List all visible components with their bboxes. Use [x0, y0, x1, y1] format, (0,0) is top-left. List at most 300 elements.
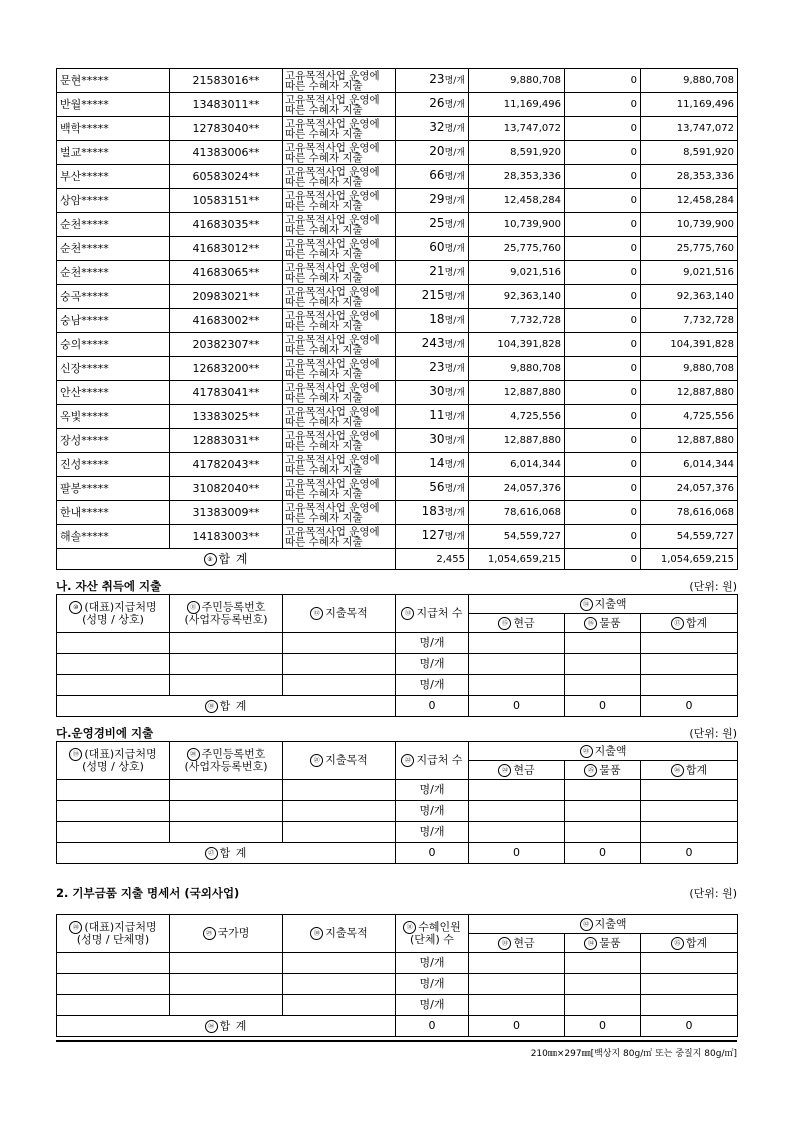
recipient-count — [396, 381, 469, 405]
count-unit: 명/개 — [444, 76, 465, 86]
count-unit: 명/개 — [444, 268, 465, 278]
cash-amount: 12,458,284 — [469, 189, 565, 213]
count-unit: 명/개 — [444, 340, 465, 350]
form-page — [56, 68, 737, 1059]
table-row — [57, 285, 738, 309]
expense-purpose: 고유목적사업 운영에 따른 수혜자 지출 — [283, 285, 396, 309]
recipient-name: 장성***** — [57, 429, 170, 453]
recipient-name: 상암***** — [57, 189, 170, 213]
header-purpose-label: 지출목적 — [325, 606, 368, 620]
table-row — [57, 309, 738, 333]
recipient-count — [396, 189, 469, 213]
goods-amount: 0 — [565, 453, 641, 477]
table-row — [57, 93, 738, 117]
unit-cell: 명/개 — [396, 780, 469, 801]
sum-count: 0 — [396, 1016, 469, 1037]
registration-number: 20382307** — [170, 333, 283, 357]
circled-number: ⑭ — [580, 598, 593, 611]
total-amount: 25,775,760 — [641, 237, 738, 261]
goods-amount: 0 — [565, 309, 641, 333]
count-unit: 명/개 — [444, 124, 465, 134]
unit-cell: 명/개 — [396, 633, 469, 654]
sum-count: 2,455 — [396, 549, 469, 570]
header-cash-label: 현금 — [513, 763, 535, 776]
total-amount: 7,732,728 — [641, 309, 738, 333]
recipient-count — [396, 69, 469, 93]
total-amount: 6,014,344 — [641, 453, 738, 477]
recipient-count — [396, 309, 469, 333]
circled-number: ⑬ — [401, 607, 414, 620]
table-row — [57, 117, 738, 141]
recipient-name: 부산***** — [57, 165, 170, 189]
total-amount: 11,169,496 — [641, 93, 738, 117]
registration-number: 41683002** — [170, 309, 283, 333]
cash-amount: 9,880,708 — [469, 69, 565, 93]
registration-number: 41383006** — [170, 141, 283, 165]
registration-number: 12783040** — [170, 117, 283, 141]
cash-amount: 12,887,880 — [469, 429, 565, 453]
circled-number: ⑱ — [205, 700, 218, 713]
unit-cell: 명/개 — [396, 675, 469, 696]
recipient-count — [396, 453, 469, 477]
header-count-sub: (단체) 수 — [410, 933, 454, 946]
header-count-label: 지급처 수 — [416, 753, 463, 767]
cash-amount: 12,887,880 — [469, 381, 565, 405]
sum-row — [57, 843, 738, 864]
circled-number: ⑫ — [310, 607, 323, 620]
sum-label-cell — [57, 696, 396, 717]
sum-row — [57, 696, 738, 717]
header-cash-label: 현금 — [513, 936, 535, 949]
total-amount: 78,616,068 — [641, 501, 738, 525]
header-cash-label: 현금 — [513, 616, 535, 629]
table-row — [57, 69, 738, 93]
header-reg-sub: (사업자등록번호) — [184, 613, 268, 626]
circled-number: ⑲ — [69, 748, 82, 761]
total-amount: 92,363,140 — [641, 285, 738, 309]
goods-amount: 0 — [565, 141, 641, 165]
registration-number: 41782043** — [170, 453, 283, 477]
empty-row — [57, 633, 738, 654]
recipient-count — [396, 333, 469, 357]
header-cash — [469, 761, 565, 780]
count-unit: 명/개 — [444, 172, 465, 182]
recipient-name: 진성***** — [57, 453, 170, 477]
expense-purpose: 고유목적사업 운영에 따른 수혜자 지출 — [283, 93, 396, 117]
goods-amount: 0 — [565, 405, 641, 429]
sum-label: 합 계 — [219, 846, 248, 859]
recipient-name: 안산***** — [57, 381, 170, 405]
table-row — [57, 261, 738, 285]
unit-cell: 명/개 — [396, 801, 469, 822]
count-unit: 명/개 — [444, 316, 465, 326]
total-amount: 9,880,708 — [641, 69, 738, 93]
sum-label: 합 계 — [218, 551, 249, 566]
circled-number: ㉑ — [310, 754, 323, 767]
expense-purpose: 고유목적사업 운영에 따른 수혜자 지출 — [283, 141, 396, 165]
goods-amount: 0 — [565, 213, 641, 237]
count-value: 30 — [429, 384, 445, 398]
header-total — [641, 934, 738, 953]
recipient-name: 숭곡***** — [57, 285, 170, 309]
count-value: 30 — [429, 432, 445, 446]
recipient-count — [396, 405, 469, 429]
circled-number: ㉗ — [205, 847, 218, 860]
count-value: 66 — [429, 168, 445, 182]
expense-purpose: 고유목적사업 운영에 따른 수혜자 지출 — [283, 429, 396, 453]
sum-count: 0 — [396, 696, 469, 717]
circled-number: ㉝ — [498, 937, 511, 950]
sum-total: 0 — [641, 843, 738, 864]
count-unit: 명/개 — [444, 148, 465, 158]
expense-purpose: 고유목적사업 운영에 따른 수혜자 지출 — [283, 237, 396, 261]
header-country — [170, 915, 283, 953]
recipient-count — [396, 357, 469, 381]
circled-number: ⑰ — [671, 617, 684, 630]
header-total-label: 합계 — [685, 936, 708, 949]
recipient-name: 숭의***** — [57, 333, 170, 357]
section-c-header — [56, 717, 737, 741]
unit-cell: 명/개 — [396, 974, 469, 995]
empty-row — [57, 675, 738, 696]
cash-amount: 6,014,344 — [469, 453, 565, 477]
header-name-sub: (성명 / 상호) — [82, 613, 144, 626]
sum-row — [57, 549, 738, 570]
goods-amount: 0 — [565, 285, 641, 309]
header-country-label: 국가명 — [217, 926, 250, 940]
header-goods — [565, 761, 641, 780]
sum-cash: 1,054,659,215 — [469, 549, 565, 570]
section-c-title: 다.운영경비에 지출 — [56, 726, 154, 740]
header-purpose — [283, 915, 396, 953]
header-name-sub: (성명 / 단체명) — [76, 933, 150, 946]
header-purpose — [283, 742, 396, 780]
recipient-count — [396, 261, 469, 285]
count-value: 23 — [429, 72, 445, 86]
circled-number: ㉓ — [580, 745, 593, 758]
circled-number: ㉞ — [584, 937, 597, 950]
registration-number: 31082040** — [170, 477, 283, 501]
cash-amount: 25,775,760 — [469, 237, 565, 261]
table-row — [57, 525, 738, 549]
goods-amount: 0 — [565, 381, 641, 405]
circled-number: ㊱ — [205, 1020, 218, 1033]
count-value: 56 — [429, 480, 445, 494]
total-amount: 13,747,072 — [641, 117, 738, 141]
recipient-count — [396, 285, 469, 309]
goods-amount: 0 — [565, 261, 641, 285]
table-row — [57, 141, 738, 165]
recipient-name: 팔봉***** — [57, 477, 170, 501]
cash-amount: 8,591,920 — [469, 141, 565, 165]
total-amount: 24,057,376 — [641, 477, 738, 501]
goods-amount: 0 — [565, 357, 641, 381]
header-goods-label: 물품 — [599, 936, 621, 949]
empty-row — [57, 953, 738, 974]
sum-cash: 0 — [469, 1016, 565, 1037]
registration-number: 10583151** — [170, 189, 283, 213]
paper-spec-footer: 210㎜×297㎜[백상지 80g/㎡ 또는 중질지 80g/㎡] — [530, 1049, 737, 1059]
goods-amount: 0 — [565, 189, 641, 213]
header-reg-label: 주민등록번호 — [201, 600, 266, 614]
table-row — [57, 381, 738, 405]
cash-amount: 24,057,376 — [469, 477, 565, 501]
unit-cell: 명/개 — [396, 995, 469, 1016]
header-count — [396, 742, 469, 780]
header-amount-label: 지출액 — [594, 744, 627, 757]
count-unit: 명/개 — [444, 460, 465, 470]
goods-amount: 0 — [565, 117, 641, 141]
header-goods-label: 물품 — [599, 616, 621, 629]
section-b-header — [56, 570, 737, 594]
cash-amount: 13,747,072 — [469, 117, 565, 141]
expense-purpose: 고유목적사업 운영에 따른 수혜자 지출 — [283, 501, 396, 525]
header-purpose — [283, 595, 396, 633]
table-row — [57, 237, 738, 261]
header-goods — [565, 934, 641, 953]
sum-goods: 0 — [565, 843, 641, 864]
count-value: 215 — [421, 288, 445, 302]
count-unit: 명/개 — [444, 292, 465, 302]
header-reg-sub: (사업자등록번호) — [184, 760, 268, 773]
count-value: 29 — [429, 192, 445, 206]
total-amount: 12,887,880 — [641, 381, 738, 405]
count-value: 11 — [429, 408, 445, 422]
cash-amount: 92,363,140 — [469, 285, 565, 309]
recipient-count — [396, 501, 469, 525]
count-unit: 명/개 — [444, 484, 465, 494]
header-name-label: (대표)지급처명 — [84, 600, 157, 614]
circled-number: ㉛ — [403, 921, 416, 934]
count-value: 60 — [429, 240, 445, 254]
registration-number: 13483011** — [170, 93, 283, 117]
circled-number: ㉘ — [69, 921, 82, 934]
goods-amount: 0 — [565, 333, 641, 357]
bottom-rule — [56, 1040, 737, 1042]
cash-amount: 104,391,828 — [469, 333, 565, 357]
sum-label-cell — [57, 1016, 396, 1037]
unit-cell: 명/개 — [396, 953, 469, 974]
goods-amount: 0 — [565, 477, 641, 501]
header-count — [396, 595, 469, 633]
registration-number: 41783041** — [170, 381, 283, 405]
header-amount — [469, 742, 738, 761]
registration-number: 41683065** — [170, 261, 283, 285]
section-b-unit: (단위: 원) — [689, 580, 737, 593]
recipient-name: 순천***** — [57, 237, 170, 261]
circled-number: ⑯ — [584, 617, 597, 630]
recipient-name: 한내***** — [57, 501, 170, 525]
cash-amount: 78,616,068 — [469, 501, 565, 525]
header-amount — [469, 595, 738, 614]
expense-purpose: 고유목적사업 운영에 따른 수혜자 지출 — [283, 453, 396, 477]
registration-number: 41683012** — [170, 237, 283, 261]
total-amount: 9,880,708 — [641, 357, 738, 381]
registration-number: 14183003** — [170, 525, 283, 549]
table-row — [57, 453, 738, 477]
expense-purpose: 고유목적사업 운영에 따른 수혜자 지출 — [283, 261, 396, 285]
circled-number: ㉜ — [580, 918, 593, 931]
expense-purpose: 고유목적사업 운영에 따른 수혜자 지출 — [283, 477, 396, 501]
total-amount: 10,739,900 — [641, 213, 738, 237]
registration-number: 60583024** — [170, 165, 283, 189]
count-value: 243 — [421, 336, 445, 350]
total-amount: 8,591,920 — [641, 141, 738, 165]
cash-amount: 7,732,728 — [469, 309, 565, 333]
header-cash — [469, 614, 565, 633]
header-name-label: (대표)지급처명 — [84, 920, 157, 934]
expense-purpose: 고유목적사업 운영에 따른 수혜자 지출 — [283, 357, 396, 381]
circled-number: ⑨ — [204, 553, 217, 566]
empty-row — [57, 654, 738, 675]
section-c-unit: (단위: 원) — [689, 727, 737, 740]
header-goods — [565, 614, 641, 633]
count-unit: 명/개 — [444, 196, 465, 206]
section-b-title: 나. 자산 취득에 지출 — [56, 579, 162, 593]
circled-number: ⑪ — [187, 601, 200, 614]
recipient-count — [396, 477, 469, 501]
count-unit: 명/개 — [444, 244, 465, 254]
circled-number: ⑩ — [69, 601, 82, 614]
section-b-table — [56, 594, 738, 717]
header-total-label: 합계 — [685, 763, 708, 776]
sum-label: 합 계 — [219, 699, 248, 712]
total-amount: 4,725,556 — [641, 405, 738, 429]
header-reg — [170, 742, 283, 780]
total-amount: 9,021,516 — [641, 261, 738, 285]
count-unit: 명/개 — [444, 220, 465, 230]
recipient-name: 해솔***** — [57, 525, 170, 549]
header-reg — [170, 595, 283, 633]
sum-cash: 0 — [469, 696, 565, 717]
recipient-count — [396, 525, 469, 549]
circled-number: ㉟ — [671, 937, 684, 950]
table-row — [57, 429, 738, 453]
recipient-name: 벌교***** — [57, 141, 170, 165]
expense-purpose: 고유목적사업 운영에 따른 수혜자 지출 — [283, 189, 396, 213]
recipient-name: 옥빛***** — [57, 405, 170, 429]
section-d-unit: (단위: 원) — [689, 887, 737, 900]
registration-number: 21583016** — [170, 69, 283, 93]
registration-number: 31383009** — [170, 501, 283, 525]
count-value: 183 — [421, 504, 445, 518]
header-purpose-label: 지출목적 — [325, 926, 368, 940]
total-amount: 28,353,336 — [641, 165, 738, 189]
total-amount: 12,458,284 — [641, 189, 738, 213]
count-value: 18 — [429, 312, 445, 326]
header-name — [57, 742, 170, 780]
goods-amount: 0 — [565, 165, 641, 189]
recipient-name: 백학***** — [57, 117, 170, 141]
cash-amount: 10,739,900 — [469, 213, 565, 237]
expense-purpose: 고유목적사업 운영에 따른 수혜자 지출 — [283, 333, 396, 357]
expense-purpose: 고유목적사업 운영에 따른 수혜자 지출 — [283, 525, 396, 549]
header-name-label: (대표)지급처명 — [84, 747, 157, 761]
expense-purpose: 고유목적사업 운영에 따른 수혜자 지출 — [283, 309, 396, 333]
count-unit: 명/개 — [444, 100, 465, 110]
count-value: 25 — [429, 216, 445, 230]
section-c-table — [56, 741, 738, 864]
count-unit: 명/개 — [444, 532, 465, 542]
goods-amount: 0 — [565, 93, 641, 117]
goods-amount: 0 — [565, 429, 641, 453]
count-value: 32 — [429, 120, 445, 134]
empty-row — [57, 974, 738, 995]
recipient-count — [396, 213, 469, 237]
sum-total: 0 — [641, 696, 738, 717]
header-total-label: 합계 — [685, 616, 708, 629]
sum-row — [57, 1016, 738, 1037]
circled-number: ㉔ — [498, 764, 511, 777]
recipient-count — [396, 237, 469, 261]
count-unit: 명/개 — [444, 508, 465, 518]
sum-total: 0 — [641, 1016, 738, 1037]
count-value: 127 — [421, 528, 445, 542]
circled-number: ㉙ — [203, 927, 216, 940]
table-row — [57, 333, 738, 357]
circled-number: ㉒ — [401, 754, 414, 767]
cash-amount: 9,021,516 — [469, 261, 565, 285]
cash-amount: 9,880,708 — [469, 357, 565, 381]
registration-number: 13383025** — [170, 405, 283, 429]
cash-amount: 4,725,556 — [469, 405, 565, 429]
count-value: 26 — [429, 96, 445, 110]
sum-total: 1,054,659,215 — [641, 549, 738, 570]
circled-number: ⑮ — [498, 617, 511, 630]
unit-cell: 명/개 — [396, 822, 469, 843]
sum-cash: 0 — [469, 843, 565, 864]
expense-purpose: 고유목적사업 운영에 따른 수혜자 지출 — [283, 381, 396, 405]
sum-goods: 0 — [565, 1016, 641, 1037]
count-value: 14 — [429, 456, 445, 470]
expense-purpose: 고유목적사업 운영에 따른 수혜자 지출 — [283, 213, 396, 237]
empty-row — [57, 780, 738, 801]
goods-amount: 0 — [565, 525, 641, 549]
recipient-count — [396, 117, 469, 141]
count-unit: 명/개 — [444, 436, 465, 446]
recipient-name: 순천***** — [57, 213, 170, 237]
empty-row — [57, 822, 738, 843]
section-d-title: 2. 기부금품 지출 명세서 (국외사업) — [56, 886, 240, 900]
empty-row — [57, 801, 738, 822]
recipient-name: 숭남***** — [57, 309, 170, 333]
header-cash — [469, 934, 565, 953]
recipient-count — [396, 165, 469, 189]
header-goods-label: 물품 — [599, 763, 621, 776]
empty-row — [57, 995, 738, 1016]
table-row — [57, 405, 738, 429]
registration-number: 12883031** — [170, 429, 283, 453]
circled-number: ㉖ — [671, 764, 684, 777]
recipient-name: 순천***** — [57, 261, 170, 285]
header-name — [57, 595, 170, 633]
registration-number: 12683200** — [170, 357, 283, 381]
recipient-name: 신장***** — [57, 357, 170, 381]
registration-number: 20983021** — [170, 285, 283, 309]
goods-amount: 0 — [565, 501, 641, 525]
goods-amount: 0 — [565, 237, 641, 261]
count-value: 21 — [429, 264, 445, 278]
header-amount-label: 지출액 — [594, 597, 627, 610]
circled-number: ㉚ — [310, 927, 323, 940]
count-unit: 명/개 — [444, 412, 465, 422]
sum-label-cell — [57, 843, 396, 864]
header-count — [396, 915, 469, 953]
expense-purpose: 고유목적사업 운영에 따른 수혜자 지출 — [283, 69, 396, 93]
sum-goods: 0 — [565, 696, 641, 717]
expense-purpose: 고유목적사업 운영에 따른 수혜자 지출 — [283, 405, 396, 429]
count-value: 23 — [429, 360, 445, 374]
